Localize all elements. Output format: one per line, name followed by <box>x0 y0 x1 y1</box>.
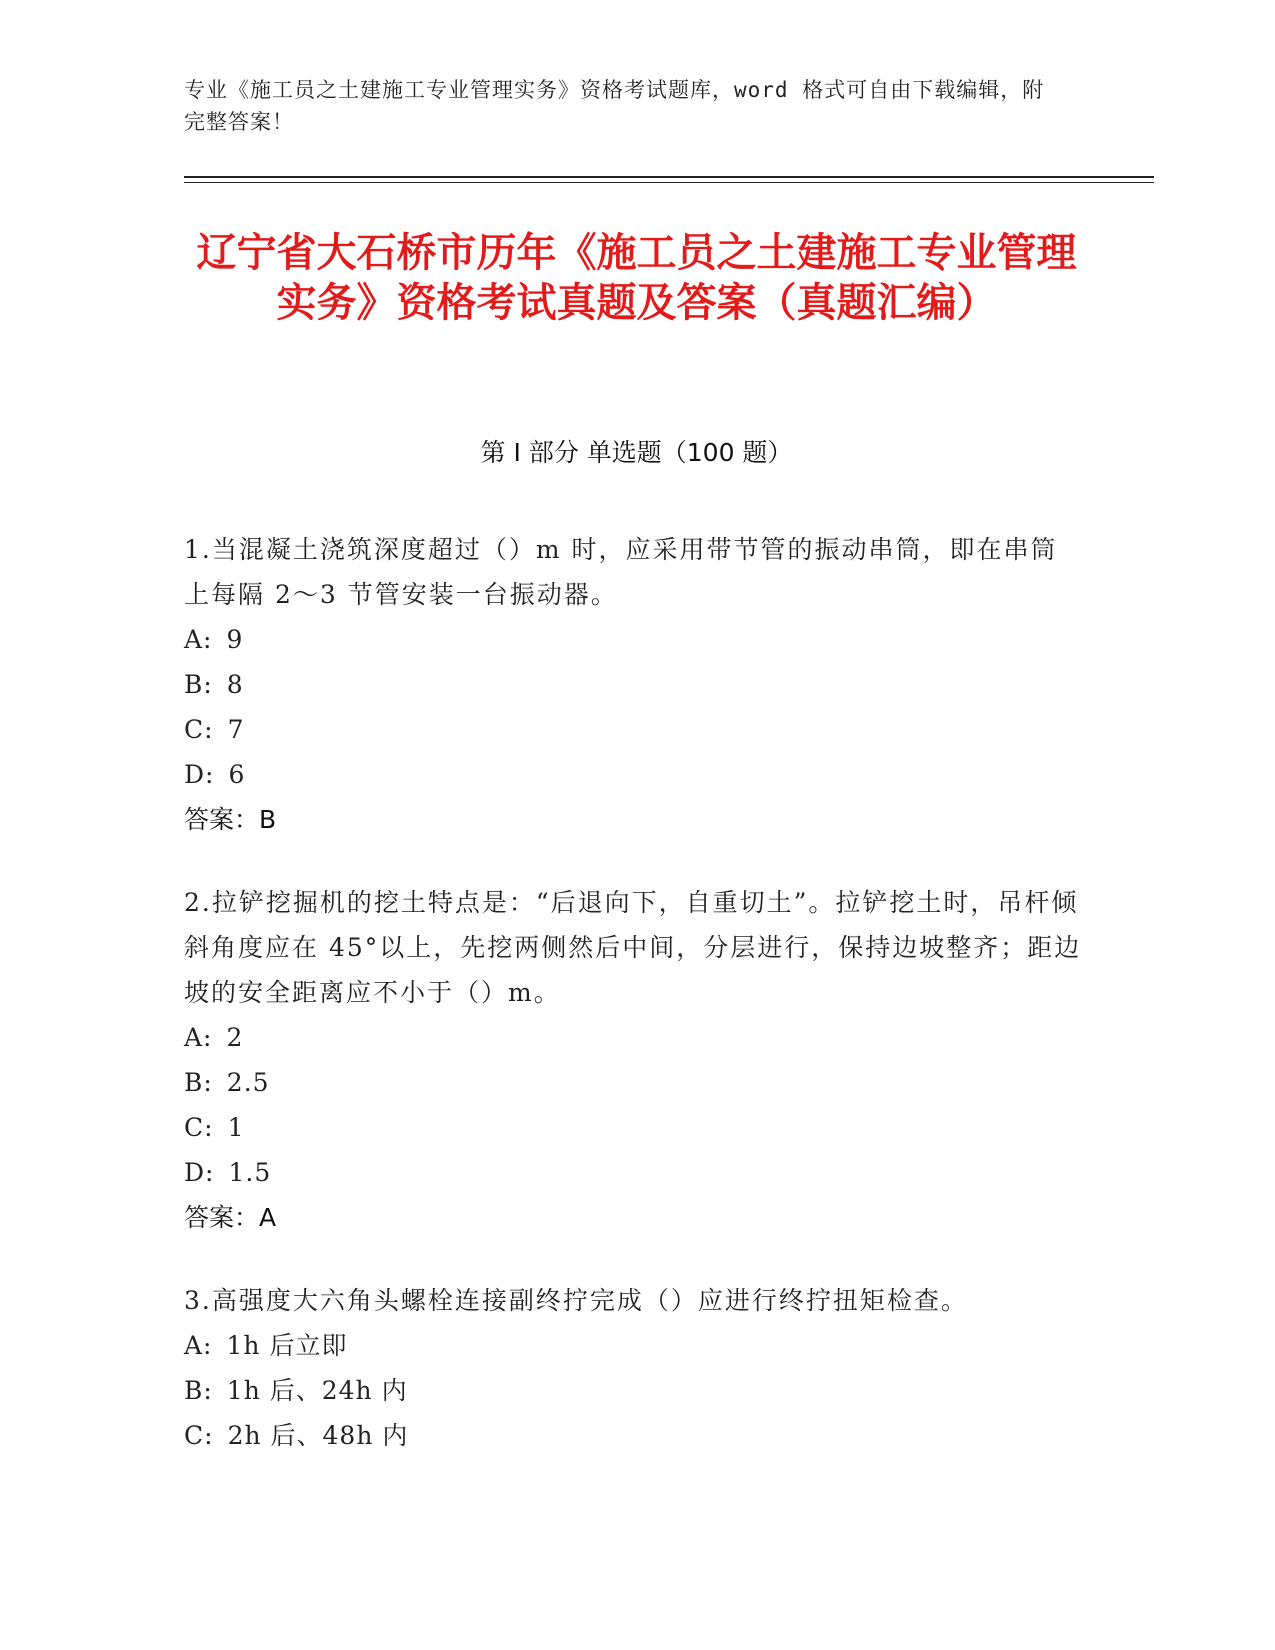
section-heading: 第 I 部分 单选题（100 题） <box>480 438 793 467</box>
question-text: 3.高强度大六角头螺栓连接副终拧完成（）应进行终拧扭矩检查。 <box>184 1286 968 1315</box>
answer-line: 答案：B <box>184 805 277 834</box>
header-note: 专业《施工员之土建施工专业管理实务》资格考试题库，word 格式可自由下载编辑，附完整答案！ <box>184 78 1045 134</box>
option-value: 8 <box>226 670 244 699</box>
question-text: 1.当混凝土浇筑深度超过（）m 时，应采用带节管的振动串筒，即在串筒上每隔 2～3 节管安装一台振动器。 <box>184 535 1058 609</box>
option-label: C: <box>184 1421 214 1450</box>
option-c <box>184 1413 1084 1458</box>
option-label: A: <box>184 1023 213 1052</box>
option-a <box>184 617 1084 662</box>
option-value: 2.5 <box>226 1068 270 1097</box>
option-a <box>184 1323 1084 1368</box>
question-text: 2.拉铲挖掘机的挖土特点是：“后退向下，自重切土”。拉铲挖土时，吊杆倾斜角度应在 45°以上，先挖两侧然后中间，分层进行，保持边坡整齐；距边坡的安全距离应不小于（）m。 <box>184 888 1082 1007</box>
option-value: 2 <box>226 1023 244 1052</box>
option-d <box>184 752 1084 797</box>
option-label: A: <box>184 1331 213 1360</box>
option-value: 1.5 <box>228 1158 272 1187</box>
option-label: D: <box>184 1158 215 1187</box>
option-value: 1h 后立即 <box>226 1331 348 1360</box>
option-a <box>184 1015 1084 1060</box>
header-rule-thin <box>184 182 1154 183</box>
option-c <box>184 707 1084 752</box>
question-list <box>184 527 1084 1478</box>
option-label: D: <box>184 760 215 789</box>
option-label: B: <box>184 1068 213 1097</box>
option-label: C: <box>184 1113 214 1142</box>
answer-line: 答案：A <box>184 1203 277 1232</box>
option-label: B: <box>184 1376 213 1405</box>
option-value: 6 <box>228 760 246 789</box>
option-d <box>184 1150 1084 1195</box>
option-b <box>184 1060 1084 1105</box>
document-title: 辽宁省大石桥市历年《施工员之土建施工专业管理实务》资格考试真题及答案（真题汇编） <box>196 230 1077 326</box>
question-3 <box>184 1278 1084 1458</box>
question-1 <box>184 527 1084 842</box>
option-value: 2h 后、48h 内 <box>227 1421 409 1450</box>
option-value: 1 <box>227 1113 245 1142</box>
option-b <box>184 662 1084 707</box>
option-c <box>184 1105 1084 1150</box>
option-label: C: <box>184 715 214 744</box>
question-2 <box>184 880 1084 1240</box>
option-value: 7 <box>227 715 245 744</box>
option-b <box>184 1368 1084 1413</box>
option-label: B: <box>184 670 213 699</box>
option-value: 1h 后、24h 内 <box>226 1376 408 1405</box>
option-value: 9 <box>226 625 244 654</box>
option-label: A: <box>184 625 213 654</box>
header-rule-thick <box>184 176 1154 178</box>
